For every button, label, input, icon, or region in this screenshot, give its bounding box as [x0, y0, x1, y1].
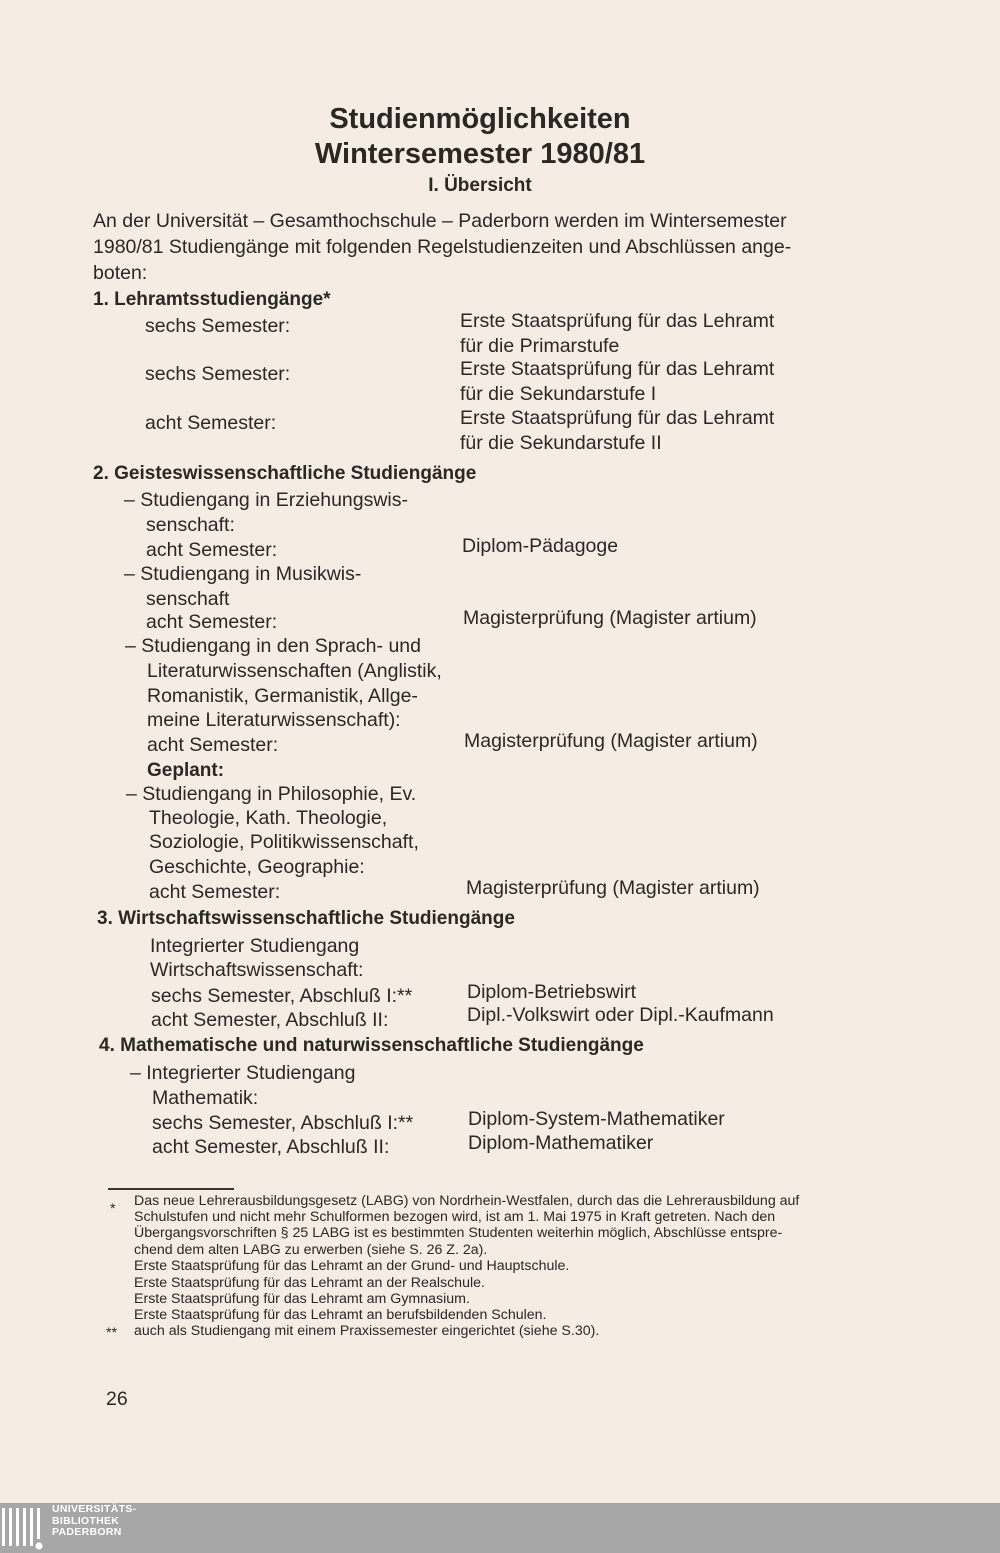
sec2-d-line4: Geschichte, Geographie: [149, 856, 365, 878]
footnote-1-line-7: Erste Staatsprüfung für das Lehramt am Gymnasium. [134, 1291, 470, 1307]
section-4-heading: 4. Mathematische und naturwissenschaftliche Studiengänge [99, 1035, 644, 1056]
sec3-line1: Integrierter Studiengang [150, 935, 360, 957]
library-footer-bar [0, 1503, 1000, 1553]
intro-line-2: 1980/81 Studiengänge mit folgenden Regelstudienzeiten und Abschlüssen ange- [93, 236, 792, 258]
sec4-duration-1: sechs Semester, Abschluß I:** [152, 1112, 414, 1134]
footnote-1-line-5: Erste Staatsprüfung für das Lehramt an der Grund- und Hauptschule. [134, 1258, 570, 1274]
library-name-line-2: BIBLIOTHEK [52, 1514, 120, 1527]
sec3-line2: Wirtschaftswissenschaft: [150, 959, 364, 981]
sec1-row2-degree-line2: für die Sekundarstufe I [460, 383, 657, 405]
footnote-1-line-3: Übergangsvorschriften § 25 LABG ist es bestimmten Studenten weiterhin möglich, Abschlüsse entspre- [134, 1225, 783, 1241]
sec2-b-line2: senschaft [146, 588, 230, 610]
sec2-d-degree: Magisterprüfung (Magister artium) [466, 877, 760, 899]
footnote-1-line-1: Das neue Lehrerausbildungsgesetz (LABG) von Nordrhein-Westfalen, durch das die Lehrerausbildung auf [134, 1193, 800, 1209]
intro-line-1: An der Universität – Gesamthochschule – Paderborn werden im Wintersemester [93, 210, 787, 232]
sec2-b-duration: acht Semester: [146, 611, 278, 633]
sec2-d-line1: – Studiengang in Philosophie, Ev. [126, 783, 417, 805]
section-1-heading: 1. Lehramtsstudiengänge* [93, 289, 331, 310]
footnote-mark-2: ** [106, 1325, 118, 1341]
sec1-row3-duration: acht Semester: [145, 412, 277, 434]
sec4-degree-1: Diplom-System-Mathematiker [468, 1108, 725, 1130]
section-title: I. Übersicht [428, 175, 532, 196]
sec2-c-line3: Romanistik, Germanistik, Allge- [147, 685, 418, 707]
footnote-divider [108, 1188, 234, 1190]
footnote-1-line-8: Erste Staatsprüfung für das Lehramt an berufsbildenden Schulen. [134, 1307, 547, 1323]
sec4-degree-2: Diplom-Mathematiker [468, 1132, 654, 1154]
sec2-c-line1: – Studiengang in den Sprach- und [125, 635, 421, 657]
footnote-1-line-6: Erste Staatsprüfung für das Lehramt an der Realschule. [134, 1275, 485, 1291]
sec1-row2-degree-line1: Erste Staatsprüfung für das Lehramt [460, 358, 775, 380]
sec2-d-line3: Soziologie, Politikwissenschaft, [149, 831, 419, 853]
sec4-line1: – Integrierter Studiengang [130, 1062, 356, 1084]
intro-line-3: boten: [93, 262, 148, 284]
library-name-line-3: PADERBORN [52, 1526, 122, 1538]
sec1-row1-degree-line2: für die Primarstufe [460, 335, 620, 357]
sec2-a-duration: acht Semester: [146, 539, 278, 561]
sec2-a-degree: Diplom-Pädagoge [462, 535, 619, 557]
sec2-b-degree: Magisterprüfung (Magister artium) [463, 607, 757, 629]
section-3-heading: 3. Wirtschaftswissenschaftliche Studiengänge [97, 908, 515, 929]
sec4-duration-2: acht Semester, Abschluß II: [152, 1136, 390, 1158]
sec1-row3-degree-line2: für die Sekundarstufe II [460, 432, 662, 454]
library-name [52, 1504, 136, 1539]
sec2-a-line2: senschaft: [146, 514, 235, 536]
sec2-planned-label: Geplant: [147, 760, 225, 781]
library-name-line-1: UNIVERSITÄTS- [52, 1503, 137, 1515]
footnote-1-line-4: chend dem alten LABG zu erwerben (siehe S. 26 Z. 2a). [134, 1242, 488, 1258]
footnote-mark-1: * [110, 1201, 116, 1217]
sec4-line2: Mathematik: [152, 1087, 259, 1109]
sec3-degree-1: Diplom-Betriebswirt [467, 981, 637, 1003]
sec1-row1-degree-line1: Erste Staatsprüfung für das Lehramt [460, 310, 775, 332]
sec1-row3-degree-line1: Erste Staatsprüfung für das Lehramt [460, 407, 775, 429]
page-title-line2: Wintersemester 1980/81 [314, 138, 646, 170]
sec2-c-degree: Magisterprüfung (Magister artium) [464, 730, 758, 752]
sec3-duration-1: sechs Semester, Abschluß I:** [151, 985, 413, 1007]
sec2-c-duration: acht Semester: [147, 734, 279, 756]
footnote-1-line-2: Schulstufen und nicht mehr Schulformen bezogen wird, ist am 1. Mai 1975 in Kraft getreten. Nach den [134, 1209, 776, 1225]
sec1-row2-duration: sechs Semester: [145, 363, 291, 385]
sec2-d-duration: acht Semester: [149, 881, 281, 903]
sec1-row1-duration: sechs Semester: [145, 315, 291, 337]
page-title-line1: Studienmöglichkeiten [329, 103, 631, 135]
library-logo-icon [2, 1506, 46, 1552]
sec2-a-line1: – Studiengang in Erziehungswis- [124, 489, 409, 511]
sec2-c-line2: Literaturwissenschaften (Anglistik, [147, 660, 442, 682]
sec2-b-line1: – Studiengang in Musikwis- [124, 563, 362, 585]
footnote-2-line: auch als Studiengang mit einem Praxissemester eingerichtet (siehe S.30). [134, 1323, 600, 1339]
sec3-duration-2: acht Semester, Abschluß II: [151, 1009, 389, 1031]
page-number: 26 [106, 1388, 128, 1410]
section-2-heading: 2. Geisteswissenschaftliche Studiengänge [93, 463, 477, 484]
sec2-c-line4: meine Literaturwissenschaft): [147, 709, 401, 731]
sec3-degree-2: Dipl.-Volkswirt oder Dipl.-Kaufmann [467, 1004, 774, 1026]
sec2-d-line2: Theologie, Kath. Theologie, [149, 807, 388, 829]
